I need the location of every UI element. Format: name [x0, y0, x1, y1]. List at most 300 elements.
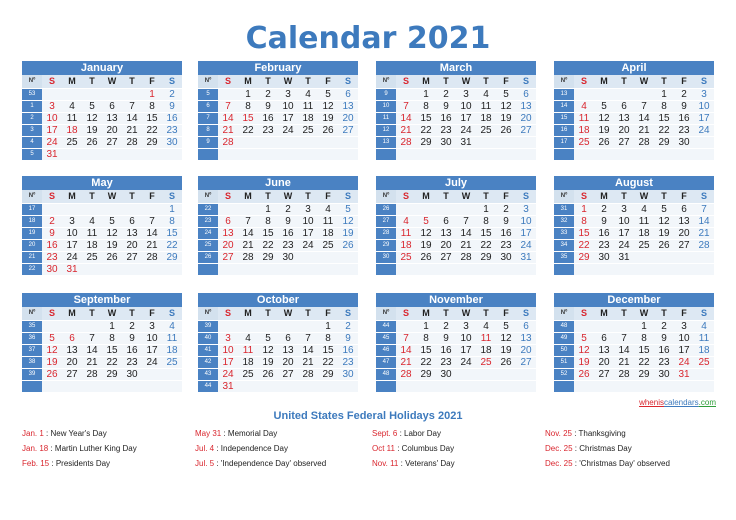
holiday-date: Jul. 5 — [195, 459, 215, 468]
day-cell: 29 — [634, 368, 654, 380]
week-row — [554, 344, 714, 356]
day-cell: 10 — [62, 227, 82, 239]
month-name: September — [22, 293, 182, 307]
day-cell: 2 — [258, 88, 278, 100]
week-number: 15 — [554, 112, 574, 124]
day-cell — [338, 251, 358, 263]
day-cell: 26 — [654, 239, 674, 251]
month-january — [22, 61, 182, 160]
day-cell: 17 — [674, 344, 694, 356]
day-cell: 20 — [218, 239, 238, 251]
holiday-separator: : — [214, 459, 221, 468]
week-row — [198, 227, 358, 239]
week-row — [22, 203, 182, 215]
week-number — [554, 380, 574, 392]
weekday-header: T — [122, 190, 142, 203]
week-row — [198, 148, 358, 160]
day-cell: 16 — [496, 227, 516, 239]
holiday-date: Nov. 25 — [545, 429, 572, 438]
weekday-header: T — [82, 75, 102, 88]
month-april — [554, 61, 714, 160]
day-cell: 18 — [476, 344, 496, 356]
week-row — [376, 124, 536, 136]
day-cell: 9 — [258, 100, 278, 112]
week-number — [198, 148, 218, 160]
day-cell: 14 — [396, 344, 416, 356]
week-number-header: Nº — [198, 190, 218, 203]
day-cell — [218, 263, 238, 275]
holiday-date: Oct 11 — [372, 444, 395, 453]
holiday-date: Jan. 18 — [22, 444, 49, 453]
day-cell — [62, 203, 82, 215]
day-cell: 23 — [122, 356, 142, 368]
weekday-header: F — [142, 307, 162, 320]
day-cell — [122, 148, 142, 160]
week-number: 1 — [22, 100, 42, 112]
weekday-header: M — [594, 75, 614, 88]
day-cell: 17 — [516, 227, 536, 239]
day-cell — [416, 263, 436, 275]
day-cell: 14 — [634, 112, 654, 124]
week-number: 27 — [376, 215, 396, 227]
weekday-header: T — [436, 307, 456, 320]
weekday-header: T — [298, 190, 318, 203]
weekday-header: S — [218, 190, 238, 203]
day-cell: 29 — [318, 368, 338, 380]
day-cell: 13 — [516, 332, 536, 344]
day-cell: 17 — [298, 227, 318, 239]
weekday-header: F — [142, 190, 162, 203]
day-cell — [516, 148, 536, 160]
day-cell — [122, 203, 142, 215]
day-cell: 22 — [476, 239, 496, 251]
day-cell: 22 — [416, 356, 436, 368]
day-cell: 15 — [258, 227, 278, 239]
week-row — [376, 227, 536, 239]
weekday-header: W — [456, 75, 476, 88]
day-cell: 14 — [694, 215, 714, 227]
month-july — [376, 176, 536, 275]
holiday-column — [545, 428, 715, 473]
week-number-header: Nº — [376, 75, 396, 88]
day-cell: 11 — [82, 227, 102, 239]
day-cell: 22 — [654, 124, 674, 136]
day-cell: 8 — [102, 332, 122, 344]
day-cell — [516, 263, 536, 275]
day-cell — [456, 148, 476, 160]
day-cell — [436, 203, 456, 215]
week-number-header: Nº — [22, 75, 42, 88]
day-cell: 15 — [416, 112, 436, 124]
day-cell: 28 — [122, 136, 142, 148]
day-cell — [614, 148, 634, 160]
day-cell: 16 — [338, 344, 358, 356]
week-number: 24 — [198, 227, 218, 239]
day-cell: 16 — [674, 112, 694, 124]
holiday-name: Thanksgiving — [578, 429, 626, 438]
day-cell: 30 — [436, 136, 456, 148]
day-cell — [694, 368, 714, 380]
day-cell: 6 — [594, 332, 614, 344]
weekday-header: S — [694, 307, 714, 320]
weekday-header: M — [62, 307, 82, 320]
day-cell — [318, 251, 338, 263]
day-cell — [258, 380, 278, 392]
day-cell: 4 — [694, 320, 714, 332]
week-number: 5 — [22, 148, 42, 160]
day-cell — [396, 263, 416, 275]
source-credit-link[interactable] — [639, 398, 716, 407]
week-number: 4 — [22, 136, 42, 148]
week-number: 6 — [198, 100, 218, 112]
month-name: August — [554, 176, 714, 190]
day-cell: 7 — [396, 100, 416, 112]
day-cell: 19 — [496, 112, 516, 124]
day-cell: 15 — [162, 227, 182, 239]
day-cell: 21 — [614, 356, 634, 368]
day-cell: 2 — [436, 320, 456, 332]
day-cell: 19 — [258, 356, 278, 368]
day-cell: 1 — [654, 88, 674, 100]
month-march — [376, 61, 536, 160]
weekday-header: S — [162, 75, 182, 88]
day-cell: 4 — [82, 215, 102, 227]
day-cell — [238, 203, 258, 215]
weekday-header: F — [318, 75, 338, 88]
week-row — [376, 88, 536, 100]
weekday-header-row — [22, 190, 182, 203]
day-cell: 21 — [396, 124, 416, 136]
day-cell: 8 — [238, 100, 258, 112]
month-name: January — [22, 61, 182, 75]
holiday-separator: : — [214, 444, 221, 453]
week-number: 53 — [22, 88, 42, 100]
weekday-header: S — [162, 190, 182, 203]
weekday-header-row — [22, 307, 182, 320]
day-cell — [318, 380, 338, 392]
weekday-header: S — [574, 307, 594, 320]
day-cell: 8 — [476, 215, 496, 227]
day-cell — [436, 263, 456, 275]
weekday-header: S — [338, 75, 358, 88]
day-cell: 11 — [634, 215, 654, 227]
day-cell: 14 — [142, 227, 162, 239]
weekday-header: S — [396, 307, 416, 320]
day-cell: 18 — [82, 239, 102, 251]
month-name: May — [22, 176, 182, 190]
month-name: July — [376, 176, 536, 190]
month-june — [198, 176, 358, 275]
day-cell: 6 — [516, 88, 536, 100]
week-row — [22, 136, 182, 148]
day-cell: 24 — [218, 368, 238, 380]
day-cell: 25 — [476, 356, 496, 368]
week-row — [554, 368, 714, 380]
day-cell: 25 — [62, 136, 82, 148]
day-cell: 20 — [278, 356, 298, 368]
day-cell — [674, 380, 694, 392]
day-cell: 16 — [594, 227, 614, 239]
month-grid — [554, 75, 714, 160]
day-cell — [674, 251, 694, 263]
day-cell: 3 — [62, 215, 82, 227]
weekday-header: S — [338, 190, 358, 203]
month-name: April — [554, 61, 714, 75]
holiday-item — [545, 443, 715, 458]
day-cell: 16 — [162, 112, 182, 124]
day-cell: 10 — [42, 112, 62, 124]
day-cell — [318, 263, 338, 275]
day-cell: 3 — [614, 203, 634, 215]
weekday-header: T — [476, 307, 496, 320]
day-cell — [594, 320, 614, 332]
day-cell — [634, 251, 654, 263]
day-cell: 18 — [634, 227, 654, 239]
day-cell: 19 — [102, 239, 122, 251]
day-cell: 11 — [318, 215, 338, 227]
day-cell — [456, 380, 476, 392]
day-cell: 24 — [62, 251, 82, 263]
day-cell: 15 — [238, 112, 258, 124]
day-cell — [416, 148, 436, 160]
day-cell: 30 — [436, 368, 456, 380]
day-cell: 11 — [574, 112, 594, 124]
day-cell — [42, 203, 62, 215]
weekday-header: T — [614, 307, 634, 320]
day-cell — [436, 380, 456, 392]
week-number: 39 — [198, 320, 218, 332]
day-cell: 4 — [476, 88, 496, 100]
month-name: November — [376, 293, 536, 307]
week-row — [22, 112, 182, 124]
day-cell: 27 — [674, 239, 694, 251]
month-name: December — [554, 293, 714, 307]
week-row — [198, 100, 358, 112]
weekday-header: F — [496, 307, 516, 320]
day-cell: 13 — [516, 100, 536, 112]
day-cell: 23 — [436, 124, 456, 136]
day-cell: 22 — [102, 356, 122, 368]
day-cell — [162, 263, 182, 275]
day-cell: 26 — [102, 251, 122, 263]
day-cell — [82, 263, 102, 275]
day-cell: 15 — [574, 227, 594, 239]
holiday-name: Independence Day — [220, 444, 288, 453]
week-number: 45 — [376, 332, 396, 344]
weekday-header: F — [496, 190, 516, 203]
week-row — [198, 124, 358, 136]
week-number: 43 — [198, 368, 218, 380]
holiday-separator: : — [398, 459, 406, 468]
day-cell: 27 — [436, 251, 456, 263]
day-cell — [62, 380, 82, 392]
day-cell — [218, 148, 238, 160]
day-cell — [654, 251, 674, 263]
day-cell: 30 — [122, 368, 142, 380]
day-cell — [278, 263, 298, 275]
day-cell: 11 — [396, 227, 416, 239]
week-row — [554, 251, 714, 263]
day-cell: 27 — [516, 356, 536, 368]
day-cell: 15 — [102, 344, 122, 356]
weekday-header: M — [594, 307, 614, 320]
week-number: 11 — [376, 112, 396, 124]
holiday-name: Presidents Day — [55, 459, 111, 468]
weekday-header: F — [674, 307, 694, 320]
day-cell: 15 — [318, 344, 338, 356]
week-number: 35 — [554, 251, 574, 263]
day-cell: 26 — [416, 251, 436, 263]
week-number: 31 — [554, 203, 574, 215]
day-cell: 11 — [162, 332, 182, 344]
weekday-header-row — [554, 190, 714, 203]
day-cell: 9 — [674, 100, 694, 112]
day-cell: 9 — [162, 100, 182, 112]
day-cell — [574, 88, 594, 100]
weekday-header: W — [102, 75, 122, 88]
weekday-header: F — [142, 75, 162, 88]
weekday-header-row — [376, 75, 536, 88]
weekday-header-row — [554, 307, 714, 320]
week-number: 2 — [22, 112, 42, 124]
day-cell: 12 — [42, 344, 62, 356]
holiday-separator: : — [572, 459, 580, 468]
day-cell — [614, 263, 634, 275]
week-number: 30 — [376, 251, 396, 263]
day-cell: 19 — [574, 356, 594, 368]
day-cell: 16 — [436, 344, 456, 356]
day-cell: 18 — [476, 112, 496, 124]
week-row — [376, 368, 536, 380]
week-row — [22, 320, 182, 332]
week-number: 38 — [22, 356, 42, 368]
day-cell: 10 — [516, 215, 536, 227]
day-cell — [62, 88, 82, 100]
week-number: 35 — [22, 320, 42, 332]
day-cell: 26 — [318, 124, 338, 136]
day-cell: 1 — [416, 88, 436, 100]
day-cell: 30 — [654, 368, 674, 380]
day-cell: 29 — [416, 368, 436, 380]
day-cell: 1 — [258, 203, 278, 215]
holiday-date: Feb. 15 — [22, 459, 50, 468]
day-cell — [456, 368, 476, 380]
week-number — [22, 380, 42, 392]
weekday-header: T — [258, 190, 278, 203]
weekday-header: W — [634, 190, 654, 203]
day-cell — [674, 263, 694, 275]
week-row — [554, 88, 714, 100]
day-cell: 4 — [396, 215, 416, 227]
day-cell — [476, 263, 496, 275]
week-number — [376, 263, 396, 275]
week-number: 21 — [22, 251, 42, 263]
day-cell: 6 — [614, 100, 634, 112]
day-cell: 3 — [278, 88, 298, 100]
day-cell: 8 — [258, 215, 278, 227]
week-number-header: Nº — [198, 307, 218, 320]
week-number: 37 — [22, 344, 42, 356]
day-cell: 8 — [142, 100, 162, 112]
day-cell — [496, 148, 516, 160]
week-number: 8 — [198, 124, 218, 136]
holiday-item — [372, 458, 542, 473]
day-cell: 2 — [654, 320, 674, 332]
day-cell: 3 — [674, 320, 694, 332]
month-grid — [22, 190, 182, 275]
day-cell — [82, 203, 102, 215]
day-cell — [338, 148, 358, 160]
day-cell: 7 — [396, 332, 416, 344]
day-cell: 14 — [456, 227, 476, 239]
month-september — [22, 293, 182, 392]
day-cell — [298, 320, 318, 332]
day-cell: 17 — [142, 344, 162, 356]
day-cell — [594, 380, 614, 392]
weekday-header: T — [122, 307, 142, 320]
day-cell: 24 — [694, 124, 714, 136]
day-cell — [516, 136, 536, 148]
day-cell — [142, 148, 162, 160]
holiday-name: Veterans' Day — [405, 459, 455, 468]
day-cell: 2 — [162, 88, 182, 100]
day-cell: 21 — [142, 239, 162, 251]
day-cell: 29 — [654, 136, 674, 148]
holiday-column — [195, 428, 365, 473]
day-cell: 2 — [278, 203, 298, 215]
day-cell — [42, 88, 62, 100]
month-grid — [198, 190, 358, 275]
day-cell: 19 — [318, 112, 338, 124]
week-number-header: Nº — [376, 190, 396, 203]
day-cell: 28 — [218, 136, 238, 148]
weekday-header-row — [554, 75, 714, 88]
week-row — [22, 227, 182, 239]
day-cell: 22 — [142, 124, 162, 136]
week-row — [22, 239, 182, 251]
day-cell: 12 — [496, 100, 516, 112]
day-cell — [318, 148, 338, 160]
day-cell — [258, 148, 278, 160]
week-number: 44 — [376, 320, 396, 332]
day-cell: 23 — [42, 251, 62, 263]
week-row — [376, 100, 536, 112]
day-cell: 27 — [516, 124, 536, 136]
day-cell: 18 — [238, 356, 258, 368]
day-cell: 23 — [674, 124, 694, 136]
week-number: 40 — [198, 332, 218, 344]
week-row — [22, 215, 182, 227]
day-cell: 10 — [218, 344, 238, 356]
day-cell: 5 — [496, 320, 516, 332]
weekday-header: W — [278, 307, 298, 320]
weekday-header: M — [62, 75, 82, 88]
day-cell: 6 — [436, 215, 456, 227]
week-row — [554, 100, 714, 112]
day-cell: 18 — [298, 112, 318, 124]
day-cell: 24 — [298, 239, 318, 251]
day-cell: 2 — [338, 320, 358, 332]
day-cell: 12 — [338, 215, 358, 227]
day-cell: 25 — [634, 239, 654, 251]
day-cell: 22 — [416, 124, 436, 136]
week-number: 13 — [554, 88, 574, 100]
week-row — [376, 344, 536, 356]
day-cell — [654, 263, 674, 275]
day-cell: 14 — [82, 344, 102, 356]
day-cell — [416, 380, 436, 392]
week-row — [22, 380, 182, 392]
